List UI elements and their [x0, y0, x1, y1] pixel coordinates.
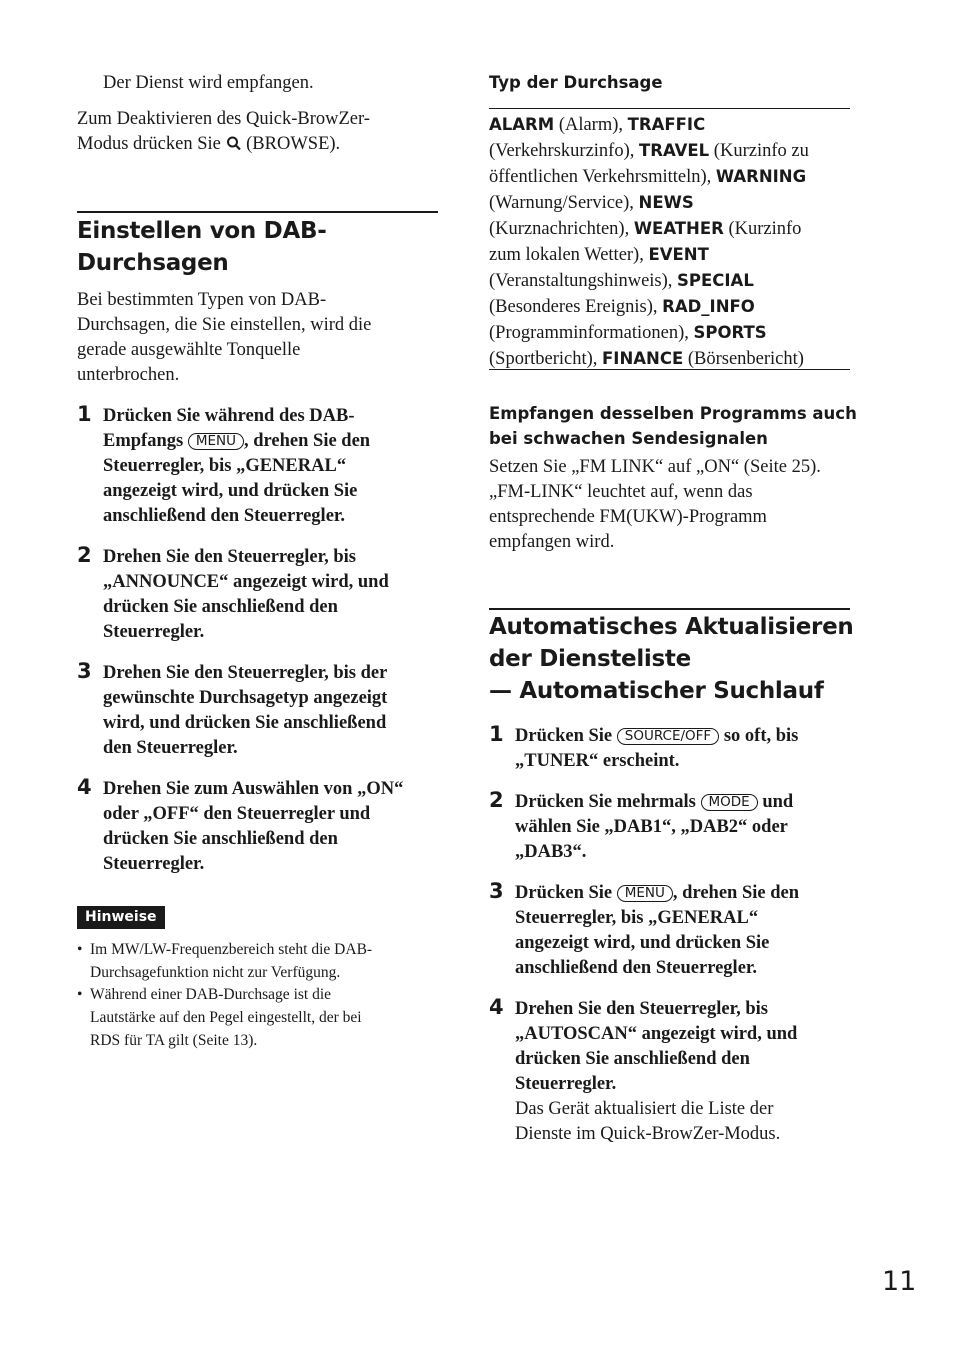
- types-heading: Typ der Durchsage: [489, 73, 663, 92]
- step-number: 3: [77, 659, 92, 683]
- intro-line-b: Modus drücken Sie (BROWSE).: [77, 134, 341, 154]
- step-number: 1: [77, 402, 92, 426]
- fm-link-text: Setzen Sie „FM LINK“ auf „ON“ (Seite 25). „FM-LINK“ leuchtet auf, wenn das entsprechende FM(UKW)-Programm empfangen wird.: [489, 457, 821, 552]
- step-number: 4: [489, 995, 504, 1019]
- step-text: Drehen Sie den Steuerregler, bis „ANNOUNCE“ angezeigt wird, und drücken Sie anschließend den Steuerregler.: [103, 547, 389, 642]
- step-text: Drehen Sie den Steuerregler, bis der gewünschte Durchsagetyp angezeigt wird, und drücken Sie anschließend den Steuerregler.: [103, 663, 388, 758]
- search-icon: [226, 136, 242, 150]
- source-off-button-label: SOURCE/OFF: [617, 728, 719, 745]
- section-intro: Bei bestimmten Typen von DAB- Durchsagen, die Sie einstellen, wird die gerade ausgewählte Tonquelle unterbrochen.: [77, 290, 372, 385]
- intro-line: Der Dienst wird empfangen.: [103, 73, 314, 93]
- intro-line-a: Zum Deaktivieren des Quick-BrowZer-: [77, 109, 370, 129]
- step-text: Drücken Sie MENU , drehen Sie den Steuerregler, bis „GENERAL“ angezeigt wird, und drücken Sie anschließend den Steuerregler.: [515, 883, 800, 978]
- section-rule: [77, 211, 438, 213]
- section-title: Einstellen von DAB- Durchsagen: [77, 218, 327, 276]
- fm-link-heading: Empfangen desselben Programms auch bei schwachen Sendesignalen: [489, 404, 857, 448]
- intro-paragraph: [77, 107, 370, 157]
- step-text: Drücken Sie SOURCE/OFF so oft, bis „TUNER“ erscheint.: [515, 726, 799, 771]
- step-text: Drehen Sie den Steuerregler, bis „AUTOSCAN“ angezeigt wird, und drücken Sie anschließend den Steuerregler. Das Gerät aktualisiert die Liste der Dienste im Quick-BrowZer-Modus.: [515, 999, 798, 1144]
- section-title: Automatisches Aktualisieren der Diensteliste — Automatischer Suchlauf: [489, 614, 854, 704]
- menu-button-label: MENU: [617, 885, 673, 902]
- step-number: 3: [489, 879, 504, 903]
- step-number: 2: [489, 788, 504, 812]
- mode-button-label: MODE: [701, 794, 758, 811]
- notes-label: Hinweise: [77, 906, 165, 929]
- step-text: Drehen Sie zum Auswählen von „ON“ oder „OFF“ den Steuerregler und drücken Sie anschließend den Steuerregler.: [103, 779, 404, 874]
- table-bottom-rule: [489, 369, 850, 370]
- step-number: 1: [489, 722, 504, 746]
- step-text: Drücken Sie während des DAB- Empfangs MENU , drehen Sie den Steuerregler, bis „GENERAL“ angezeigt wird, und drücken Sie anschließend den Steuerregler.: [103, 406, 371, 526]
- announcement-types: ALARM (Alarm), TRAFFIC (Verkehrskurzinfo), TRAVEL (Kurzinfo zu öffentlichen Verkehrsmitteln), WARNING (Warnung/Service), NEWS (Kurznachrichten), WEATHER (Kurzinfo zum lokalen Wetter), EVENT (Veranstaltungshinweis), SPECIAL (Besonderes Ereignis), RAD_INFO (Programminformationen), SPORTS (Sportbericht), FINANCE (Börsenbericht): [489, 115, 809, 369]
- step-number: 4: [77, 775, 92, 799]
- page-number: 11: [882, 1266, 917, 1297]
- table-top-rule: [489, 108, 850, 109]
- menu-button-label: MENU: [188, 433, 244, 450]
- section-rule: [489, 608, 850, 610]
- step-text: Drücken Sie mehrmals MODE und wählen Sie „DAB1“, „DAB2“ oder „DAB3“.: [515, 792, 794, 862]
- step-number: 2: [77, 543, 92, 567]
